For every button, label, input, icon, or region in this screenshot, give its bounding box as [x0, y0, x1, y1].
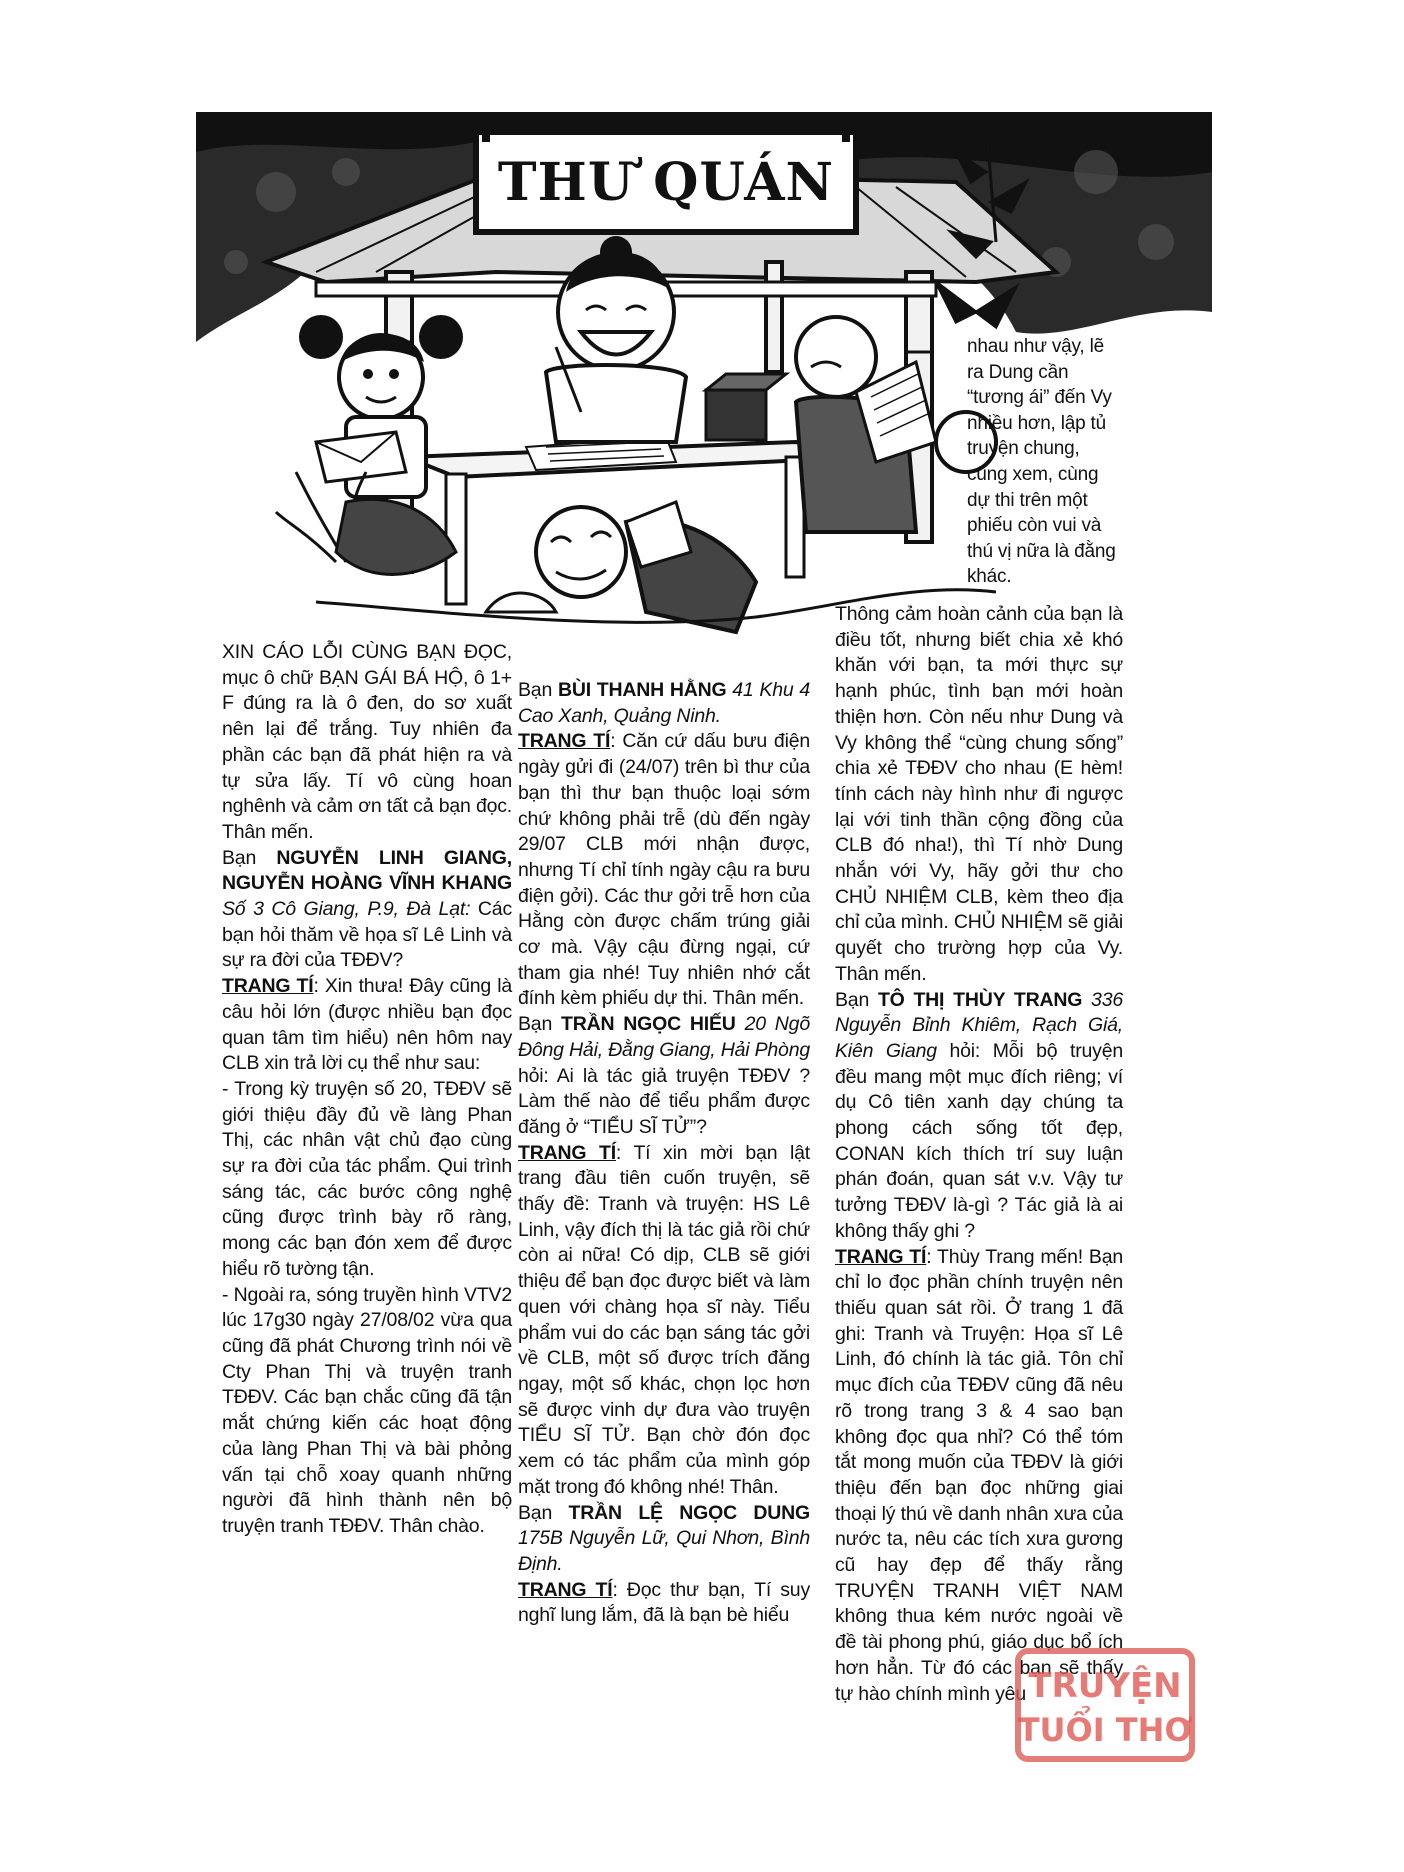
answer-1-text: : Xin thưa! Đây cũng là câu hỏi lớn (được nhiều bạn đọc quan tâm tìm hiểu) nên hôm nay CLB xin trả lời cụ thể như sau:	[222, 975, 512, 1075]
answer-3	[518, 1141, 810, 1501]
answer-4-text: : Đọc thư bạn, Tí suy nghĩ lung lắm, đã là bạn bè hiểu	[518, 1578, 810, 1627]
letter-4	[518, 1501, 810, 1578]
letter-4-address: 175B Nguyễn Lữ, Qui Nhơn, Bình Định.	[518, 1527, 810, 1575]
answer-5	[835, 1245, 1123, 1708]
answer-3-text: : Tí xin mời bạn lật trang đầu tiên cuốn truyện, sẽ thấy đề: Tranh và truyện: HS Lê Linh, vậy đích thị là tác giả rồi chứ còn ai nữa! Có dịp, CLB sẽ giới thiệu để bạn đọc được biết và làm quen với chàng họa sĩ này. Tiểu phẩm vui do các bạn sáng tác gởi về CLB, một số được trích đăng ngay, một số khác, chọn lọc hơn sẽ được vinh dự đưa vào truyện TIỂU SĨ TỬ. Bạn chờ đón đọc xem có tác phẩm của mình góp mặt trong đó không nhé! Thân.	[518, 1141, 810, 1498]
letter-5	[835, 988, 1123, 1245]
letter-5-address: 336 Nguyễn Bỉnh Khiêm, Rạch Giá, Kiên Giang	[835, 988, 1123, 1062]
letter-2-name: BÙI THANH HẰNG	[557, 679, 727, 701]
column-3	[835, 602, 1123, 1707]
apology-notice: XIN CÁO LỖI CÙNG BẠN ĐỌC, mục ô chữ BẠN GÁI BÁ HỘ, ô 1+ F đúng ra là ô đen, do sơ xuất nên lại để trắng. Tuy nhiên đa phần các bạn đã phát hiện ra và tự sửa lấy. Tí vô cùng hoan nghênh và cảm ơn tất cả bạn đọc. Thân mến.	[222, 641, 512, 843]
letter-2-prefix: Bạn	[518, 679, 558, 701]
answer-1-bullet-1: - Trong kỳ truyện số 20, TĐĐV sẽ giới thiệu đầy đủ về làng Phan Thị, các nhân vật chủ đạo cùng sự ra đời của tác phẩm. Qui trình sáng tác, các bước công nghệ cũng được trình bày rõ ràng, mong các bạn đón xem để được hiểu rõ tường tận.	[222, 1077, 512, 1280]
sign-title: THƯ QUÁN	[497, 152, 835, 213]
letter-5-prefix: Bạn	[835, 988, 878, 1011]
answer-3-tag: TRANG TÍ	[518, 1141, 616, 1164]
letter-4-name: TRẦN LỆ NGỌC DUNG	[568, 1501, 810, 1524]
watermark-logo	[1010, 1645, 1200, 1765]
letter-3-address: 20 Ngõ Đông Hải, Đằng Giang, Hải Phòng	[518, 1013, 810, 1061]
col3-top-text: nhau như vậy, lẽ ra Dung cần “tương ái” đến Vy nhiều hơn, lập tủ truyện chung, cùng xem, cùng dự thi trên một phiếu còn vui và thú vị nữa là đằng khác.	[967, 336, 1116, 588]
letter-3-prefix: Bạn	[518, 1013, 562, 1036]
letter-1-question: Các bạn hỏi thăm về họa sĩ Lê Linh và sự ra đời của TĐĐV?	[222, 898, 513, 972]
letter-2-address: 41 Khu 4 Cao Xanh, Quảng Ninh.	[518, 679, 810, 727]
letter-4-prefix: Bạn	[518, 1501, 569, 1524]
letter-3-question: hỏi: Ai là tác giả truyện TĐĐV ? Làm thế nào để tiểu phẩm được đăng ở “TIỂU SĨ TỬ”?	[518, 1064, 810, 1138]
letter-1-prefix: Bạn	[222, 846, 277, 869]
truyen-tuoi-tho-watermark	[1010, 1645, 1200, 1765]
letter-1	[222, 846, 512, 975]
answer-1-bullet-2: - Ngoài ra, sóng truyền hình VTV2 lúc 17g30 ngày 27/08/02 vừa qua cũng đã phát Chương trình nói về Cty Phan Thị và truyện tranh TĐĐV. Các bạn chắc cũng đã tận mắt chứng kiến các hoạt động của làng Phan Thị và bài phỏng vấn tại chỗ xoay quanh những người đã hình thành nên bộ truyện tranh TĐĐV. Thân chào.	[222, 1283, 512, 1537]
answer-5-tag: TRANG TÍ	[835, 1245, 927, 1268]
watermark-line-1: TRUYỆN	[1028, 1666, 1182, 1706]
column-2	[518, 678, 810, 1629]
letter-3	[518, 1012, 810, 1141]
answer-1-tag: TRANG TÍ	[222, 975, 314, 998]
answer-4-continued: Thông cảm hoàn cảnh của bạn là điều tốt, nhưng biết chia xẻ khó khăn với bạn, ta mới thực sự hạnh phúc, tình bạn mới hoàn thiện hơn. Còn nếu như Dung và Vy không thể “cùng chung sống” chia xẻ TĐĐV cho nhau (E hèm! tính cách này hình như đi ngược lại với tinh thần cộng đồng của CLB đó nha!), thì Tí nhờ Dung nhắn với Vy, hãy gởi thư cho CHỦ NHIỆM CLB, kèm theo địa chỉ của mình. CHỦ NHIỆM sẽ giải quyết cho trường hợp của Vy. Thân mến.	[835, 603, 1123, 985]
column-1	[222, 640, 512, 1540]
column-3-top	[967, 334, 1121, 590]
answer-1	[222, 974, 512, 1077]
answer-2	[518, 729, 810, 1012]
letter-5-name: TÔ THỊ THÙY TRANG	[877, 988, 1083, 1011]
watermark-line-2: TUỔI THƠ	[1017, 1711, 1193, 1749]
answer-2-text: : Căn cứ dấu bưu điện ngày gửi đi (24/07) trên bì thư của bạn thì thư bạn thuộc loại sớm chứ không phải trễ (dù đến ngày 29/07 CLB mới nhận được, nhưng Tí chỉ tính ngày cậu ra bưu điện gởi). Các thư gởi trễ hơn của Hằng còn được chấm trúng giải cơ mà. Vậy cậu đừng ngại, cứ tham gia nhé! Tuy nhiên nhớ cắt đính kèm phiếu dự thi. Thân mến.	[518, 730, 810, 1010]
answer-4	[518, 1578, 810, 1629]
letter-5-question: hỏi: Mỗi bộ truyện đều mang một mục đích riêng; ví dụ Cô tiên xanh dạy chúng ta phong cách sống tốt đẹp, CONAN kích thích trí suy luận phán đoán, quan sát v.v. Vậy tư tưởng TĐĐV là-gì ? Tác giả là ai không thấy ghi ?	[835, 1039, 1123, 1242]
letter-3-name: TRẦN NGỌC HIẾU	[561, 1013, 736, 1036]
letter-2	[518, 678, 810, 729]
answer-2-tag: TRANG TÍ	[518, 730, 611, 753]
answer-4-tag: TRANG TÍ	[518, 1578, 613, 1601]
letter-1-address: Số 3 Cô Giang, P.9, Đà Lạt:	[222, 898, 471, 921]
answer-5-text: : Thùy Trang mến! Bạn chỉ lo đọc phần chính truyện nên thiếu quan sát rồi. Ở trang 1 đã ghi: Tranh và Truyện: Họa sĩ Lê Linh, đó chính là tác giả. Tôn chỉ mục đích của TĐĐV cũng đã nêu rõ trong trang 3 & 4 sao bạn không đọc qua nhỉ? Có thể tóm tắt mong muốn của TĐĐV là giới thiệu đến bạn đọc những giai thoại lý thú về danh nhân xưa của nước ta, nêu các tích xưa gương cũ hay đẹp để thấy rằng TRUYỆN TRANH VIỆT NAM không thua kém nước ngoài về đề tài phong phú, giáo dục bổ ích hơn hẳn. Từ đó các bạn sẽ thấy tự hào chính mình yêu	[835, 1245, 1123, 1705]
letter-1-name: NGUYỄN LINH GIANG, NGUYỄN HOÀNG VĨNH KHANG	[222, 846, 512, 895]
